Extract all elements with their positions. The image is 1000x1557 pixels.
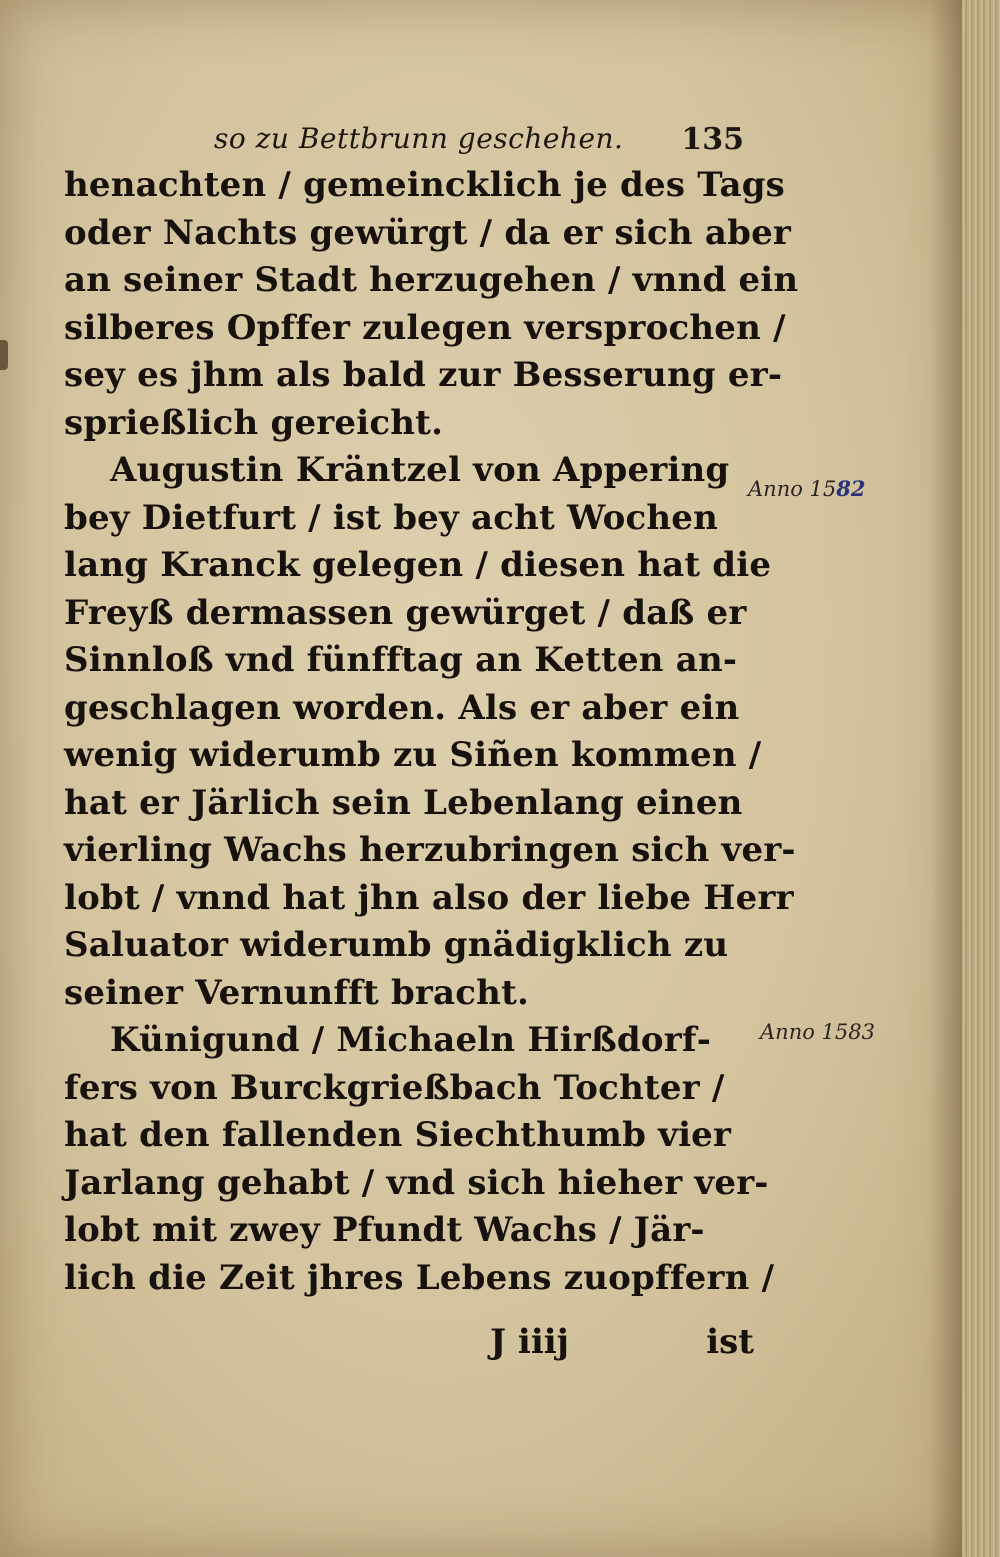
binding-mark: [0, 340, 8, 370]
page-number: 135: [681, 122, 744, 157]
text-line: henachten / gemeincklich je des Tags: [64, 165, 786, 205]
page-footer: [64, 1322, 754, 1372]
text-line: bey Dietfurt / ist bey acht Wochen: [64, 497, 719, 538]
text-line: seiner Vernunfft bracht.: [64, 972, 530, 1013]
text-line: sey es jhm als bald zur Besserung er‑: [64, 355, 783, 395]
text-line: Jarlang gehabt / vnd sich hieher ver‑: [64, 1162, 769, 1203]
text-line: Augustin Kräntzel von Appering: [110, 450, 730, 490]
text-line: an seiner Stadt herzugehen / vnnd ein: [64, 260, 799, 300]
text-line: lobt / vnnd hat jhn also der liebe Herr: [64, 877, 794, 918]
page-edges: [962, 0, 1000, 1557]
signature-mark: J iiij: [490, 1322, 569, 1362]
margin-note-anno-1582: [748, 476, 866, 501]
text-line: lang Kranck gelegen / diesen hat die: [64, 545, 772, 585]
text-line: Saluator widerumb gnädigklich zu: [64, 925, 729, 965]
catchword: ist: [706, 1322, 754, 1362]
page-header: [214, 118, 744, 164]
margin-note-handwritten: 82: [836, 476, 866, 501]
text-line: sprießlich gereicht.: [64, 402, 444, 443]
text-line: Künigund / Michaeln Hirßdorf‑: [110, 1020, 712, 1060]
text-line: silberes Opffer zulegen versprochen /: [64, 307, 786, 348]
margin-note-anno-1583: Anno 1583: [760, 1020, 875, 1044]
gutter-shadow: [930, 0, 962, 1557]
text-line: hat er Järlich sein Lebenlang einen: [64, 782, 743, 823]
text-line: fers von Burckgrießbach Tochter /: [64, 1067, 725, 1108]
text-line: hat den fallenden Siechthumb vier: [64, 1115, 732, 1155]
text-line: lich die Zeit jhres Lebens zuopffern /: [64, 1257, 775, 1298]
text-line: lobt mit zwey Pfundt Wachs / Jär‑: [64, 1210, 705, 1250]
text-line: geschlagen worden. Als er aber ein: [64, 687, 740, 728]
text-line: wenig widerumb zu Siñen kommen /: [64, 735, 762, 775]
text-line: Freyß dermassen gewürget / daß er: [64, 592, 747, 633]
running-head: so zu Bettbrunn geschehen.: [214, 122, 624, 155]
text-line: oder Nachts gewürgt / da er sich aber: [64, 212, 792, 253]
text-line: vierling Wachs herzubringen sich ver‑: [64, 830, 796, 870]
margin-note-printed: Anno 15: [748, 477, 837, 501]
text-line: Sinnloß vnd fünfftag an Ketten an‑: [64, 640, 738, 680]
